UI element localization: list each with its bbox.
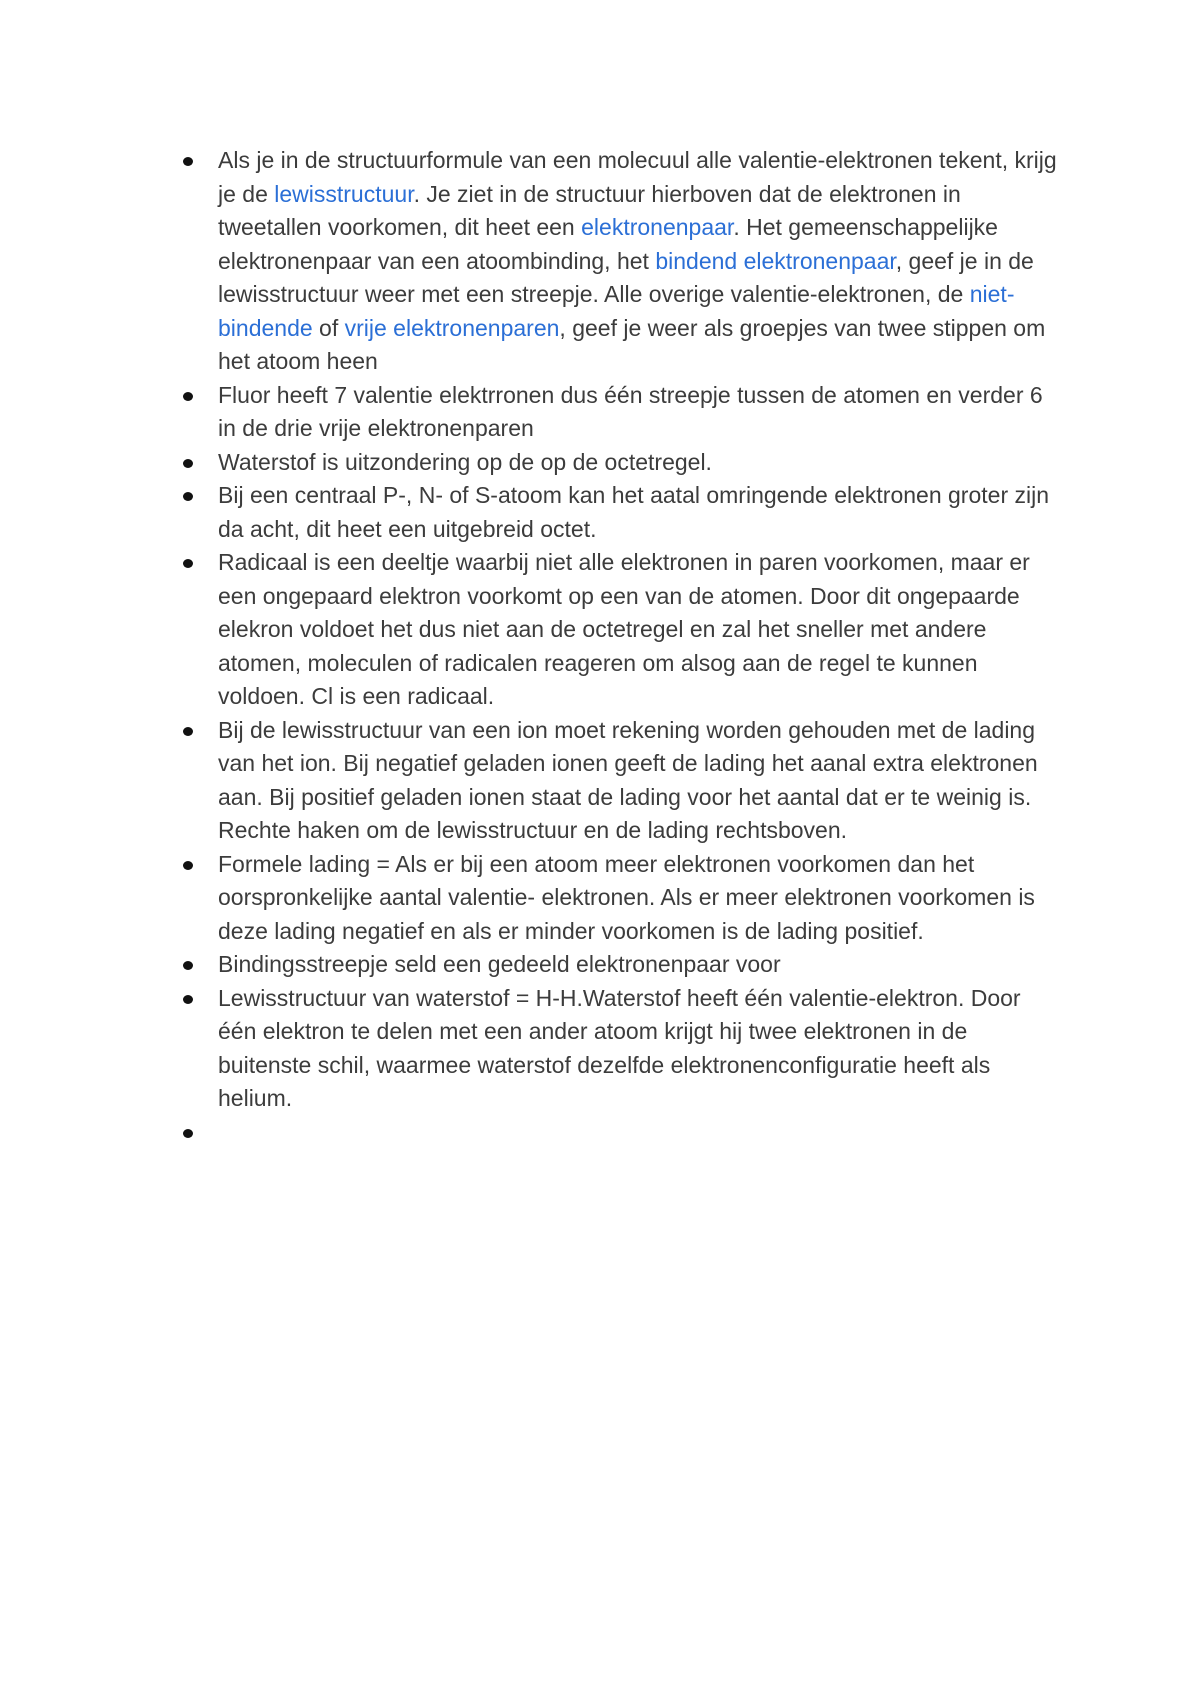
item-text: , geef je weer als groepjes van twee stippen om het atoom heen [218,314,1046,374]
link-vrije-elektronenparen[interactable]: vrije elektronenparen [344,314,560,341]
bullet-icon [183,861,193,870]
bullet-icon [183,459,193,468]
bullet-icon [183,559,193,568]
bullet-icon [183,727,193,736]
list-item [183,379,1063,446]
bullet-icon [183,995,193,1004]
item-text: Lewisstructuur van waterstof = H-H.Waterstof heeft één valentie-elektron. Door één elektron te delen met een ander atoom krijgt hij twee elektronen in de buitenste schil, waarmee waterstof dezelfde elektronenconfiguratie heeft als helium. [218,984,1021,1111]
list-item [183,144,1063,379]
bullet-icon [183,392,193,401]
list-item [183,714,1063,848]
item-text: of [312,314,345,341]
list-item [183,948,1063,982]
item-text: . Het gemeenschappelijke elektronenpaar van een atoombinding, het [218,214,998,274]
item-text: Bij een centraal P-, N- of S-atoom kan het aatal omringende elektronen groter zijn da acht, dit heet een uitgebreid octet. [218,482,1049,542]
list-item [183,848,1063,949]
item-text: Waterstof is uitzondering op de op de octetregel. [218,448,712,475]
item-text: Bindingsstreepje seld een gedeeld elektronenpaar voor [218,951,781,977]
item-text: Bij de lewisstructuur van een ion moet rekening worden gehouden met de lading van het ion. Bij negatief geladen ionen geeft de lading het aanal extra elektronen aan. Bij positief geladen ionen staat de lading voor het aantal dat er te weinig is. Rechte haken om de lewisstructuur en de lading rechtsboven. [218,716,1038,843]
item-text: , geef je in de lewisstructuur weer met een streepje. Alle overige valentie-elektronen, de [218,247,1034,307]
bullet-icon [183,492,193,501]
bullet-icon [183,157,193,166]
item-text: Formele lading = Als er bij een atoom meer elektronen voorkomen dan het oorspronkelijke aantal valentie- elektronen. Als er meer elektronen voorkomen is deze lading negatief en als er minder voorkomen is de lading positief. [218,850,1035,944]
bullet-icon [183,961,193,970]
bullet-icon [183,1129,193,1138]
list-item [183,446,1063,480]
link-niet-bindende[interactable]: niet-bindende [218,281,1015,341]
item-text: Als je in de structuurformule van een molecuul alle valentie-elektronen tekent, krijg je de [218,147,1057,207]
item-text: Fluor heeft 7 valentie elektrronen dus één streepje tussen de atomen en verder 6 in de drie vrije elektronenparen [218,381,1043,441]
item-text: Radicaal is een deeltje waarbij niet alle elektronen in paren voorkomen, maar er een ongepaard elektron voorkomt op een van de atomen. Door dit ongepaarde elekron voldoet het dus niet aan de octetregel en zal het sneller met andere atomen, moleculen of radicalen reageren om alsog aan de regel te kunnen voldoen. Cl is een radicaal. [218,549,1030,709]
list-item [183,479,1063,546]
item-text: . Je ziet in de structuur hierboven dat de elektronen in tweetallen voorkomen, dit heet een [218,180,961,240]
list-item [183,546,1063,714]
bullet-list [183,144,1063,1149]
link-lewisstructuur[interactable]: lewisstructuur [274,180,414,207]
list-item-empty[interactable] [183,1116,1063,1150]
list-item [183,982,1063,1116]
link-bindend-elektronenpaar[interactable]: bindend elektronenpaar [655,247,896,274]
link-elektronenpaar[interactable]: elektronenpaar [581,214,734,240]
